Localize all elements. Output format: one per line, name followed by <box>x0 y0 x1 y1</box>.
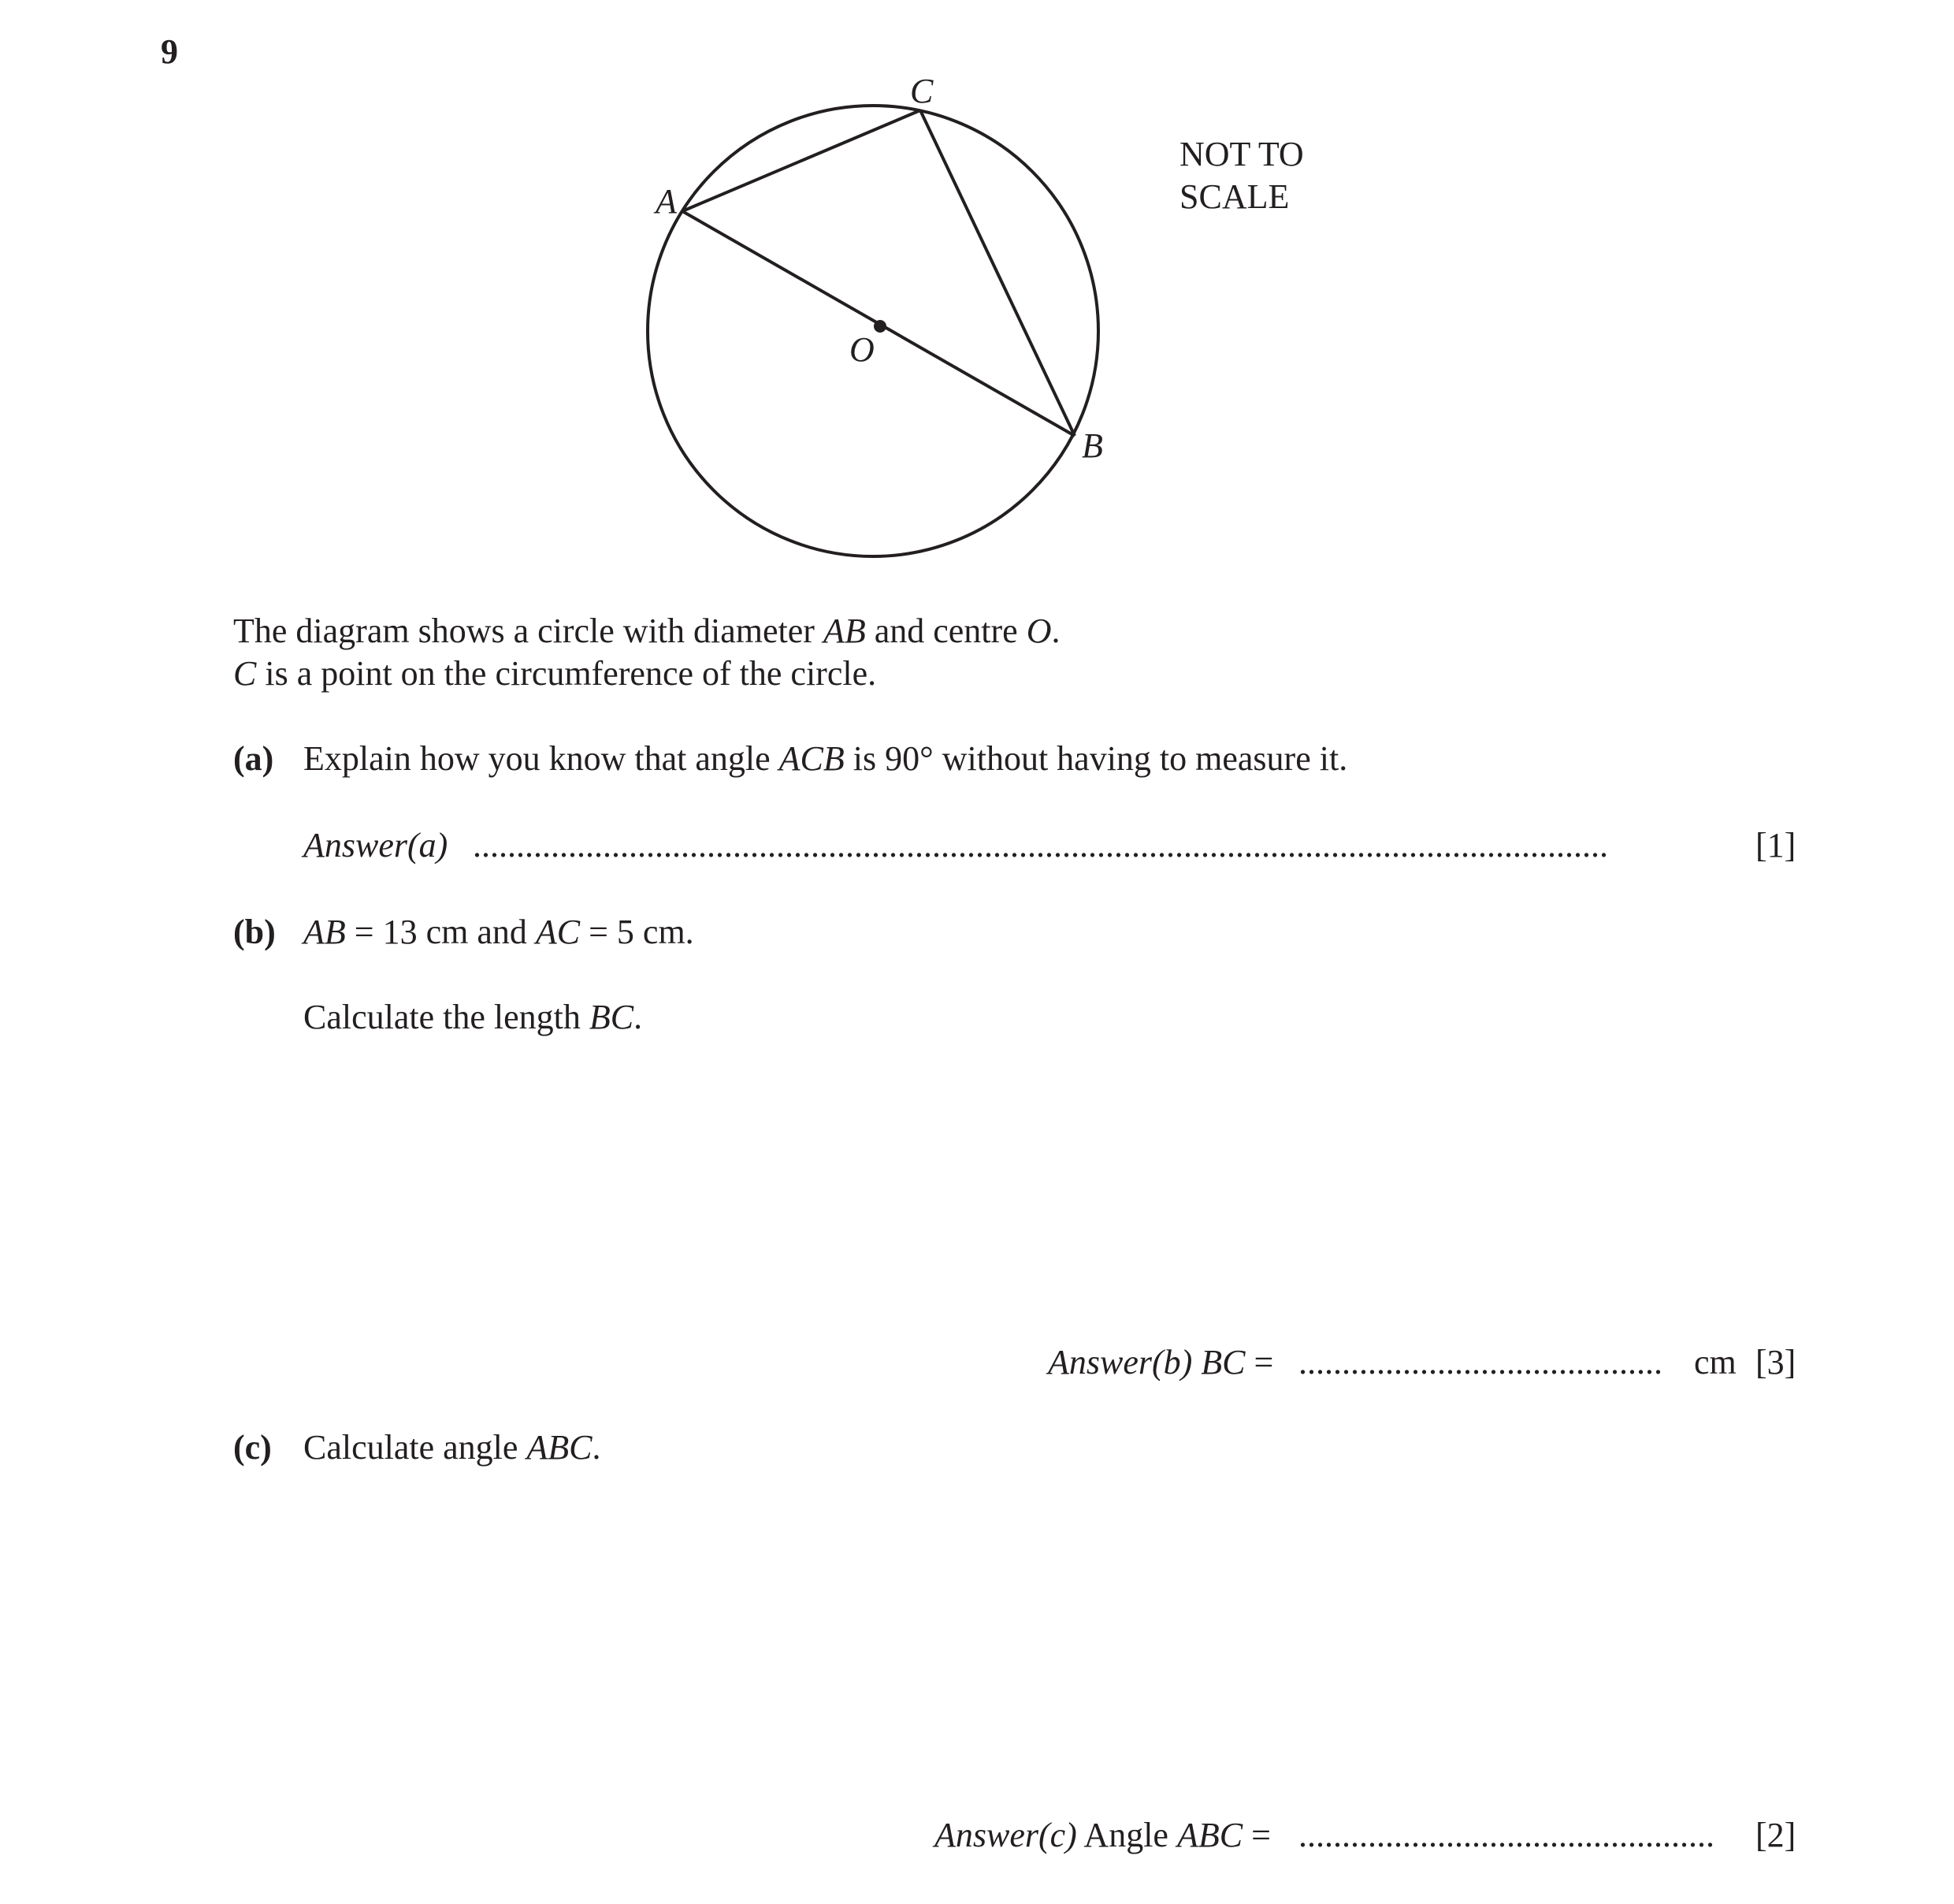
intro-ab: AB <box>823 612 866 650</box>
answer-a-field[interactable]: ................................................................................................................................... <box>473 826 1608 865</box>
part-b-ac: AC <box>535 913 581 951</box>
part-c-abc: ABC <box>526 1428 593 1467</box>
intro-text: The diagram shows a circle with diameter <box>233 612 823 650</box>
answer-a-label: Answer(a) <box>303 826 448 865</box>
answer-c-equals: = <box>1243 1816 1271 1854</box>
part-a-marks: [1] <box>1755 826 1796 865</box>
answer-c-text: Angle <box>1076 1816 1177 1854</box>
not-to-scale-line2: SCALE <box>1179 177 1290 216</box>
not-to-scale-line1: NOT TO <box>1179 135 1304 173</box>
part-b-text: = 13 cm and <box>345 913 536 951</box>
centre-point <box>874 320 886 333</box>
answer-b-unit: cm <box>1694 1343 1737 1382</box>
part-a-acb: ACB <box>778 739 845 778</box>
part-c-text: Calculate angle <box>303 1428 527 1467</box>
chord-cb <box>920 110 1075 436</box>
question-number: 9 <box>161 32 178 71</box>
intro-c: C <box>233 654 257 693</box>
part-c-question <box>303 1426 601 1469</box>
part-b-ab: AB <box>303 913 346 951</box>
part-b-text: . <box>633 998 643 1036</box>
part-b-marker: (b) <box>233 913 276 951</box>
part-b-given <box>303 911 694 954</box>
part-b-bc: BC <box>589 998 634 1036</box>
part-b-instruction <box>303 996 642 1039</box>
answer-b-field[interactable]: .......................................... <box>1298 1343 1662 1382</box>
label-c: C <box>910 72 934 110</box>
part-c-text: . <box>592 1428 601 1467</box>
part-a-label <box>233 738 273 780</box>
label-o: O <box>849 330 875 369</box>
part-c-label <box>233 1426 272 1469</box>
intro-text: . <box>1051 612 1061 650</box>
part-c-marker: (c) <box>233 1428 272 1467</box>
label-a: A <box>656 182 677 221</box>
part-b-label <box>233 911 276 954</box>
part-a-text: Explain how you know that angle <box>303 739 779 778</box>
chord-ac <box>682 110 920 211</box>
part-a-question <box>303 738 1347 780</box>
part-b-text: = 5 cm. <box>580 913 694 951</box>
answer-b-label <box>1048 1341 1273 1384</box>
intro-text: and centre <box>865 612 1027 650</box>
circle-diagram <box>0 0 1954 599</box>
answer-c-prefix: Answer(c) <box>934 1816 1077 1854</box>
answer-b-equals: = <box>1245 1343 1274 1382</box>
answer-c-field[interactable]: ................................................ <box>1298 1816 1714 1854</box>
part-a-marker: (a) <box>233 739 274 778</box>
intro-o: O <box>1026 612 1052 650</box>
part-c-marks: [2] <box>1755 1816 1796 1854</box>
part-b-text: Calculate the length <box>303 998 589 1036</box>
answer-c-abc: ABC <box>1176 1816 1243 1854</box>
intro-text: is a point on the circumference of the circle. <box>256 654 877 693</box>
answer-c-label <box>934 1814 1271 1857</box>
part-a-text: is 90° without having to measure it. <box>844 739 1348 778</box>
label-b: B <box>1082 426 1103 465</box>
intro-line-2 <box>233 653 876 695</box>
part-b-marks: [3] <box>1755 1343 1796 1382</box>
intro-line-1 <box>233 610 1061 653</box>
answer-b-prefix: Answer(b) BC <box>1048 1343 1246 1382</box>
